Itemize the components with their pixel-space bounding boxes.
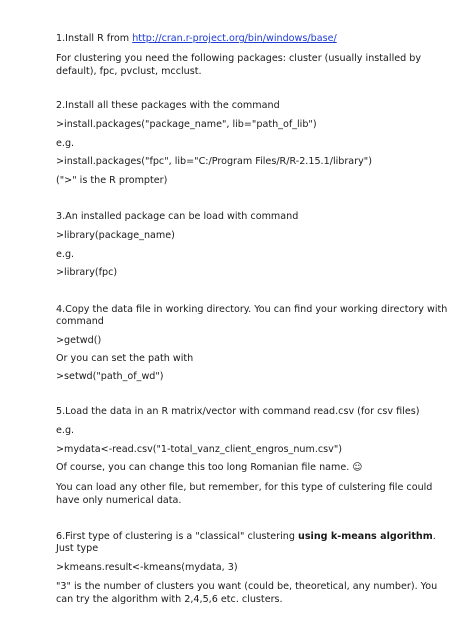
step-2-eg-label: e.g. (56, 138, 75, 149)
cran-download-link[interactable]: http://cran.r-project.org/bin/windows/base/ (132, 33, 337, 44)
step-4-heading-line-2: command (56, 316, 104, 327)
step-5-paragraph-line-2: have only numerical data. (56, 495, 182, 506)
step-6-paragraph-line-2: can try the algorithm with 2,4,5,6 etc. clusters. (56, 594, 283, 605)
step-5-paragraph-line-1: You can load any other file, but remember, for this type of culstering file could (56, 482, 433, 493)
step-3-example: >library(fpc) (56, 267, 118, 278)
step-6-heading-line-2: Just type (56, 543, 99, 554)
step-4-getwd-command: >getwd() (56, 335, 102, 346)
step-1-heading (56, 32, 337, 45)
step-6-heading-text: 6.First type of clustering is a "classical" clustering (56, 531, 299, 542)
step-2-command: >install.packages("package_name", lib="path_of_lib") (56, 119, 317, 130)
step-4-setwd-command: >setwd("path_of_wd") (56, 371, 164, 382)
step-1-heading-text: 1.Install R from (56, 33, 133, 44)
step-6-kmeans-command: >kmeans.result<-kmeans(mydata, 3) (56, 562, 238, 573)
step-5-eg-label: e.g. (56, 425, 75, 436)
step-3-heading: 3.An installed package can be load with command (56, 211, 299, 222)
step-6-heading-line-1 (56, 530, 436, 543)
step-2-heading: 2.Install all these packages with the command (56, 100, 280, 111)
step-3-eg-label: e.g. (56, 249, 75, 260)
step-2-example: >install.packages("fpc", lib="C:/Program Files/R/R-2.15.1/library") (56, 156, 372, 167)
step-6-heading-emphasis: using k-means algorithm (298, 531, 433, 542)
step-4-alternative-text: Or you can set the path with (56, 353, 194, 364)
step-5-note: Of course, you can change this too long Romanian file name. ☺ (56, 462, 363, 473)
step-1-paragraph-line-1: For clustering you need the following packages: cluster (usually installed by (56, 53, 422, 64)
step-3-command: >library(package_name) (56, 230, 175, 241)
step-5-example: >mydata<-read.csv("1-total_vanz_client_engros_num.csv") (56, 444, 342, 455)
step-6-paragraph-line-1: "3" is the number of clusters you want (could be, theoretical, any number). You (56, 581, 438, 592)
step-6-heading-period: . (432, 531, 436, 542)
step-4-heading-line-1: 4.Copy the data file in working directory. You can find your working directory with (56, 304, 448, 315)
step-2-prompter-note: (">" is the R prompter) (56, 175, 168, 186)
step-5-heading: 5.Load the data in an R matrix/vector with command read.csv (for csv files) (56, 406, 420, 417)
step-1-paragraph-line-2: default), fpc, pvclust, mcclust. (56, 66, 202, 77)
